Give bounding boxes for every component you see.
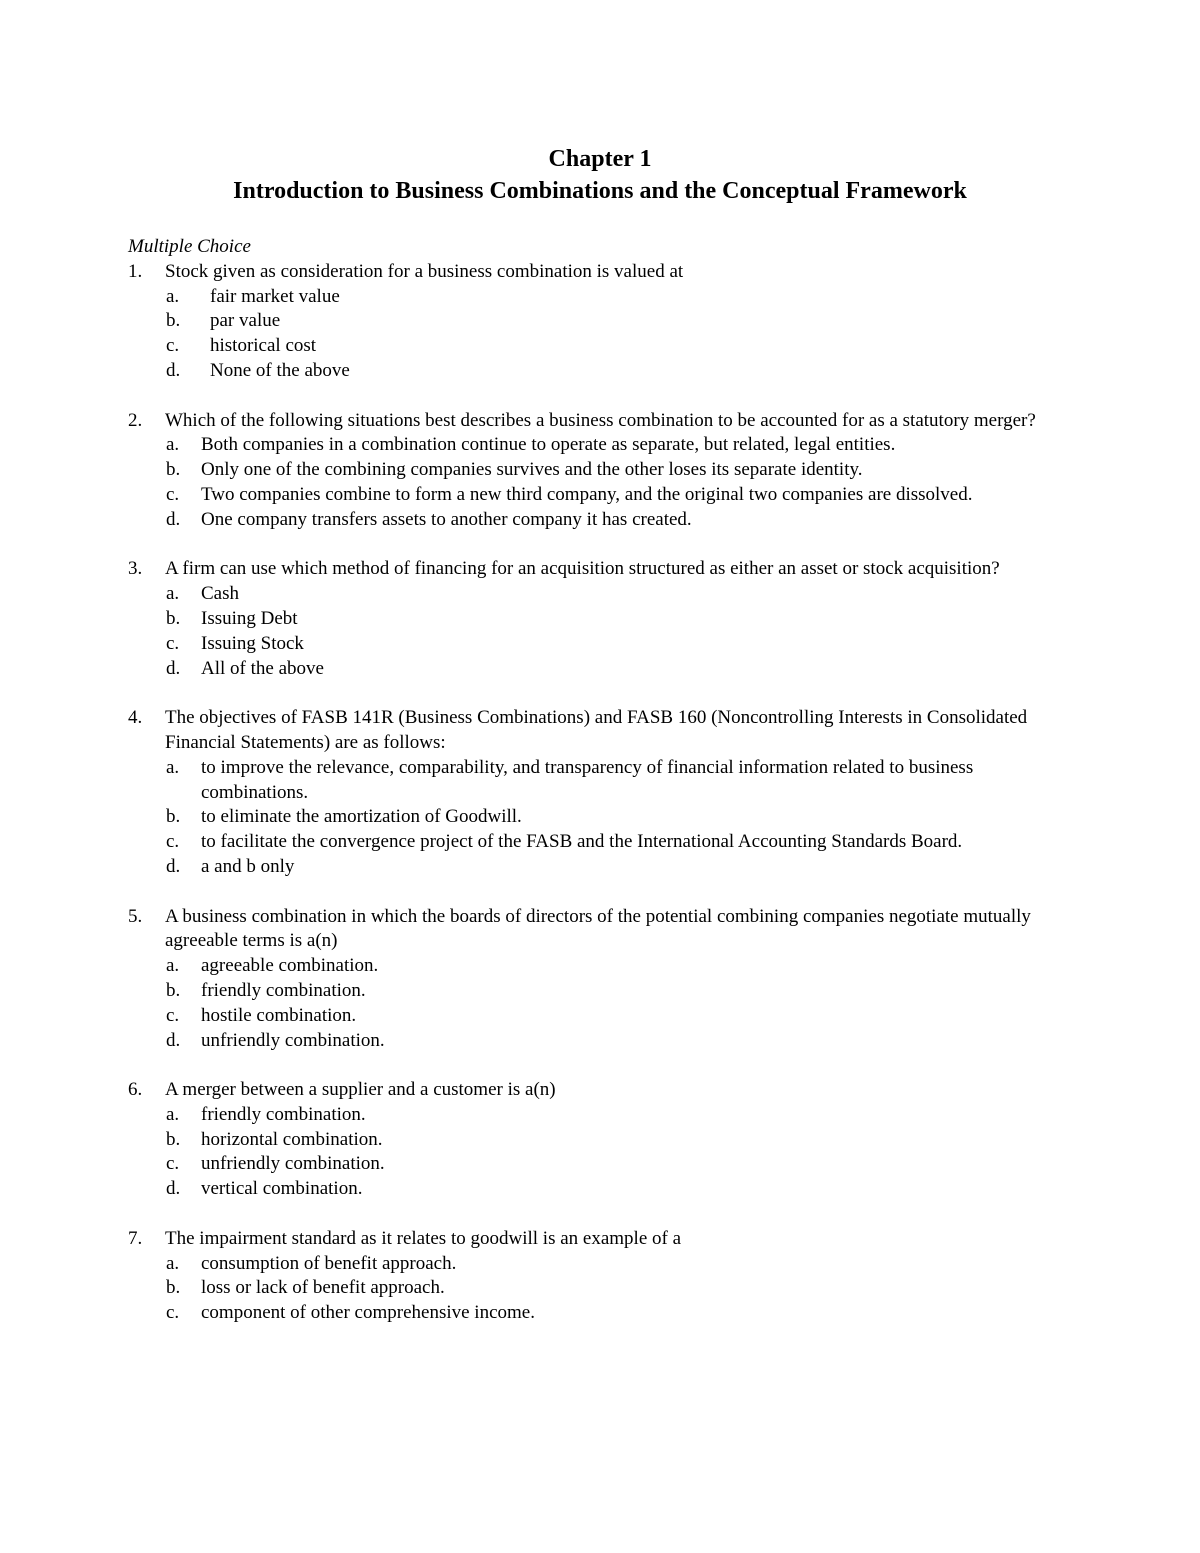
option-text: horizontal combination. bbox=[201, 1128, 383, 1150]
answer-option bbox=[128, 1276, 1078, 1301]
answer-options bbox=[128, 756, 1078, 880]
question-5 bbox=[128, 905, 1078, 1054]
option-text: Cash bbox=[201, 583, 239, 605]
question-number: 3. bbox=[128, 558, 143, 580]
question-1 bbox=[128, 260, 1078, 384]
answer-option bbox=[128, 805, 1078, 830]
question-number: 6. bbox=[128, 1079, 143, 1101]
option-text: to eliminate the amortization of Goodwill. bbox=[201, 806, 522, 828]
option-text: component of other comprehensive income. bbox=[201, 1302, 535, 1324]
question-text: The impairment standard as it relates to goodwill is an example of a bbox=[165, 1227, 682, 1249]
option-text: Both companies in a combination continue to operate as separate, but related, legal entities. bbox=[201, 434, 896, 456]
question-text: A merger between a supplier and a customer is a(n) bbox=[165, 1079, 556, 1101]
option-letter: d. bbox=[166, 359, 181, 381]
answer-option bbox=[128, 582, 1078, 607]
answer-option bbox=[128, 979, 1078, 1004]
option-letter: d. bbox=[166, 657, 181, 679]
option-text: One company transfers assets to another company it has created. bbox=[201, 508, 692, 530]
option-text: par value bbox=[210, 310, 281, 332]
option-letter: c. bbox=[166, 335, 180, 357]
answer-options bbox=[128, 285, 1078, 384]
answer-option bbox=[128, 309, 1078, 334]
answer-options bbox=[128, 954, 1078, 1053]
question-stem bbox=[128, 409, 1078, 434]
answer-option bbox=[128, 458, 1078, 483]
answer-option bbox=[128, 483, 1078, 508]
question-stem bbox=[128, 706, 1078, 756]
answer-option bbox=[128, 1128, 1078, 1153]
option-letter: c. bbox=[166, 1302, 180, 1324]
option-letter: d. bbox=[166, 855, 181, 877]
option-letter: a. bbox=[166, 285, 180, 307]
option-text: Only one of the combining companies survives and the other loses its separate identity. bbox=[201, 459, 863, 481]
option-letter: a. bbox=[166, 434, 180, 456]
option-text: None of the above bbox=[210, 359, 350, 381]
option-letter: b. bbox=[166, 459, 181, 481]
option-text: friendly combination. bbox=[201, 979, 366, 1001]
answer-option bbox=[128, 855, 1078, 880]
option-text: historical cost bbox=[210, 335, 317, 357]
answer-option bbox=[128, 433, 1078, 458]
option-letter: a. bbox=[166, 1252, 180, 1274]
question-stem bbox=[128, 260, 1078, 285]
option-text: to improve the relevance, comparability, and transparency of financial information related to business combinations. bbox=[201, 756, 974, 803]
answer-option bbox=[128, 285, 1078, 310]
option-text: unfriendly combination. bbox=[201, 1029, 385, 1051]
answer-option bbox=[128, 1252, 1078, 1277]
answer-option bbox=[128, 1301, 1078, 1326]
answer-option bbox=[128, 632, 1078, 657]
question-3 bbox=[128, 557, 1078, 681]
question-text: A business combination in which the boards of directors of the potential combining companies negotiate mutually agreeable terms is a(n) bbox=[165, 905, 1031, 952]
option-text: friendly combination. bbox=[201, 1103, 366, 1125]
option-text: Two companies combine to form a new third company, and the original two companies are dissolved. bbox=[201, 483, 973, 505]
question-stem bbox=[128, 1227, 1078, 1252]
option-letter: c. bbox=[166, 632, 180, 654]
option-letter: c. bbox=[166, 1004, 180, 1026]
option-letter: a. bbox=[166, 756, 180, 778]
answer-options bbox=[128, 433, 1078, 532]
option-letter: b. bbox=[166, 806, 181, 828]
question-text: A firm can use which method of financing for an acquisition structured as either an asset or stock acquisition? bbox=[165, 558, 1000, 580]
question-2 bbox=[128, 409, 1078, 533]
answer-option bbox=[128, 830, 1078, 855]
option-text: to facilitate the convergence project of the FASB and the International Accounting Standards Board. bbox=[201, 831, 963, 853]
answer-option bbox=[128, 607, 1078, 632]
question-number: 4. bbox=[128, 707, 143, 729]
section-label: Multiple Choice bbox=[128, 236, 251, 257]
question-text: Stock given as consideration for a business combination is valued at bbox=[165, 260, 684, 282]
answer-options bbox=[128, 1252, 1078, 1326]
option-text: loss or lack of benefit approach. bbox=[201, 1277, 445, 1299]
chapter-heading: Chapter 1 bbox=[548, 146, 652, 172]
option-letter: c. bbox=[166, 483, 180, 505]
answer-option bbox=[128, 657, 1078, 682]
option-letter: d. bbox=[166, 1178, 181, 1200]
answer-option bbox=[128, 508, 1078, 533]
question-number: 7. bbox=[128, 1227, 143, 1249]
option-text: Issuing Stock bbox=[201, 632, 304, 654]
option-text: consumption of benefit approach. bbox=[201, 1252, 457, 1274]
answer-option bbox=[128, 756, 1078, 806]
option-letter: c. bbox=[166, 831, 180, 853]
option-text: fair market value bbox=[210, 285, 340, 307]
chapter-title: Introduction to Business Combinations and the Conceptual Framework bbox=[233, 178, 967, 204]
option-text: unfriendly combination. bbox=[201, 1153, 385, 1175]
question-stem bbox=[128, 557, 1078, 582]
question-4 bbox=[128, 706, 1078, 880]
option-text: All of the above bbox=[201, 657, 324, 679]
question-stem bbox=[128, 905, 1078, 955]
option-letter: a. bbox=[166, 955, 180, 977]
answer-option bbox=[128, 1152, 1078, 1177]
answer-option bbox=[128, 1029, 1078, 1054]
question-text: The objectives of FASB 141R (Business Combinations) and FASB 160 (Noncontrolling Interests in Consolidated Financial Statements) are as follows: bbox=[165, 707, 1028, 753]
option-letter: d. bbox=[166, 508, 181, 530]
answer-option bbox=[128, 1004, 1078, 1029]
option-letter: d. bbox=[166, 1029, 181, 1051]
option-letter: b. bbox=[166, 607, 181, 629]
option-letter: b. bbox=[166, 310, 181, 332]
answer-options bbox=[128, 582, 1078, 681]
question-number: 2. bbox=[128, 409, 143, 431]
option-text: vertical combination. bbox=[201, 1178, 363, 1200]
answer-option bbox=[128, 954, 1078, 979]
answer-option bbox=[128, 334, 1078, 359]
option-text: agreeable combination. bbox=[201, 955, 379, 977]
question-6 bbox=[128, 1078, 1078, 1202]
option-letter: b. bbox=[166, 1128, 181, 1150]
question-7 bbox=[128, 1227, 1078, 1326]
question-stem bbox=[128, 1078, 1078, 1103]
option-text: hostile combination. bbox=[201, 1004, 357, 1026]
answer-option bbox=[128, 1177, 1078, 1202]
title-block bbox=[0, 143, 1200, 207]
option-letter: b. bbox=[166, 1277, 181, 1299]
option-letter: a. bbox=[166, 583, 180, 605]
option-letter: a. bbox=[166, 1103, 180, 1125]
question-text: Which of the following situations best describes a business combination to be accounted for as a statutory merger? bbox=[165, 409, 1036, 431]
option-letter: b. bbox=[166, 979, 181, 1001]
answer-option bbox=[128, 359, 1078, 384]
option-text: Issuing Debt bbox=[201, 607, 298, 629]
question-list bbox=[128, 235, 1078, 1351]
questions-container bbox=[128, 260, 1078, 1326]
answer-option bbox=[128, 1103, 1078, 1128]
option-letter: c. bbox=[166, 1153, 180, 1175]
option-text: a and b only bbox=[201, 855, 295, 877]
question-number: 1. bbox=[128, 260, 143, 282]
answer-options bbox=[128, 1103, 1078, 1202]
question-number: 5. bbox=[128, 905, 143, 927]
